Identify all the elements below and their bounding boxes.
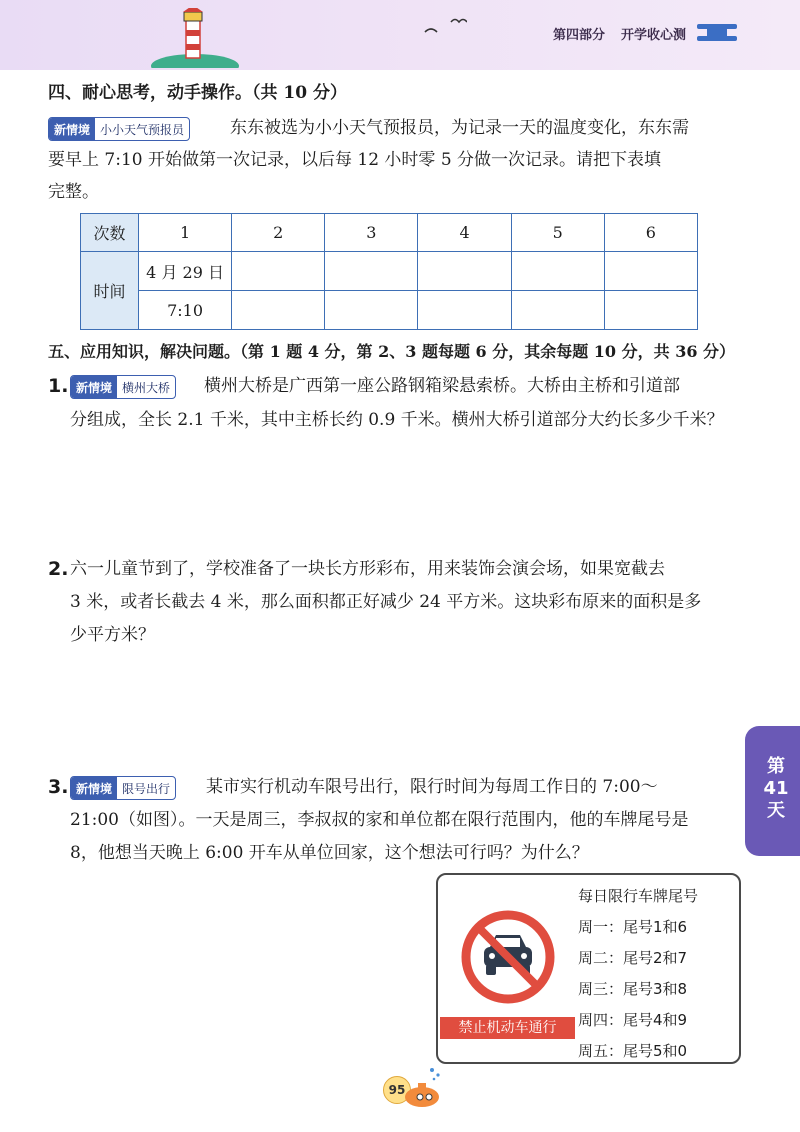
restriction-row: 周二：尾号2和7 xyxy=(578,949,688,967)
q1-line1: 横州大桥是广西第一座公路钢箱梁悬索桥。大桥由主桥和引道部 xyxy=(204,376,680,396)
record-table xyxy=(80,213,698,330)
date-cell[interactable] xyxy=(325,252,418,291)
q2-line1: 六一儿童节到了，学校准备了一块长方形彩布，用来装饰会演会场，如果宽截去 xyxy=(70,559,665,579)
sign-label: 禁止机动车通行 xyxy=(440,1017,575,1039)
tag-sub: 横州大桥 xyxy=(122,380,171,395)
page-header xyxy=(0,0,800,70)
restriction-row: 周四：尾号4和9 xyxy=(578,1011,688,1029)
header-section: 第四部分 xyxy=(553,28,606,43)
part4-heading: 四、耐心思考，动手操作。（共 10 分） xyxy=(48,83,347,103)
restriction-row: 周三：尾号3和8 xyxy=(578,980,688,998)
date-cell[interactable] xyxy=(232,252,325,291)
count-5: 5 xyxy=(511,214,604,252)
q2-line3: 少平方米？ xyxy=(70,625,155,645)
count-6: 6 xyxy=(604,214,697,252)
time-cell[interactable] xyxy=(418,291,511,330)
header-title: 开学收心测 xyxy=(621,28,687,43)
count-3: 3 xyxy=(325,214,418,252)
table-header-time: 时间 xyxy=(81,252,139,330)
traffic-sign-figure xyxy=(436,873,741,1064)
time-cell[interactable] xyxy=(604,291,697,330)
table-header-count: 次数 xyxy=(81,214,139,252)
q2-line2: 3 米，或者长截去 4 米，那么面积都正好减少 24 平方米。这块彩布原来的面积是多 xyxy=(70,592,702,612)
day-tab-prefix: 第 xyxy=(767,756,785,777)
part5-heading: 五、应用知识，解决问题。（第 1 题 4 分，第 2、3 题每题 6 分，其余每题 10 分，共 36 分） xyxy=(48,342,736,361)
seagull-icon xyxy=(423,14,467,36)
count-2: 2 xyxy=(232,214,325,252)
no-vehicle-sign-icon xyxy=(460,909,556,1005)
part4-line3: 完整。 xyxy=(48,182,99,202)
q3-line3: 8，他想当天晚上 6:00 开车从单位回家，这个想法可行吗？为什么？ xyxy=(70,843,589,863)
q1-context-tag xyxy=(70,375,176,399)
first-date-cell: 4 月 29 日 xyxy=(139,252,232,291)
submarine-icon xyxy=(400,1066,446,1110)
restriction-title: 每日限行车牌尾号 xyxy=(578,887,699,905)
time-cell[interactable] xyxy=(511,291,604,330)
tag-lead: 新情境 xyxy=(49,118,95,140)
tag-sub: 限号出行 xyxy=(122,781,171,796)
pencil-decoration-icon xyxy=(695,20,743,46)
date-cell[interactable] xyxy=(604,252,697,291)
count-1: 1 xyxy=(139,214,232,252)
time-cell[interactable] xyxy=(325,291,418,330)
q3-number: 3. xyxy=(48,776,69,798)
date-cell[interactable] xyxy=(418,252,511,291)
time-cell[interactable] xyxy=(232,291,325,330)
part4-line2: 要早上 7:10 开始做第一次记录，以后每 12 小时零 5 分做一次记录。请把下表填 xyxy=(48,150,662,170)
q1-number: 1. xyxy=(48,375,69,397)
tag-lead: 新情境 xyxy=(71,376,117,398)
restriction-list xyxy=(578,881,698,1067)
restriction-row: 周一：尾号1和6 xyxy=(578,918,688,936)
part4-line1: 东东被选为小小天气预报员，为记录一天的温度变化，东东需 xyxy=(230,118,689,138)
day-tab xyxy=(745,726,800,856)
day-tab-suffix: 天 xyxy=(767,800,785,821)
restriction-row: 周五：尾号5和0 xyxy=(578,1042,688,1060)
q3-context-tag xyxy=(70,776,176,800)
first-time-cell: 7:10 xyxy=(139,291,232,330)
tag-sub: 小小天气预报员 xyxy=(100,122,185,137)
count-4: 4 xyxy=(418,214,511,252)
day-tab-number: 41 xyxy=(763,778,789,799)
q1-line2: 分组成，全长 2.1 千米，其中主桥长约 0.9 千米。横州大桥引道部分大约长多少千米？ xyxy=(70,410,724,430)
q3-line2: 21:00（如图）。一天是周三，李叔叔的家和单位都在限行范围内，他的车牌尾号是 xyxy=(70,810,689,830)
q3-line1: 某市实行机动车限号出行，限行时间为每周工作日的 7:00～ xyxy=(206,777,658,797)
q2-number: 2. xyxy=(48,558,69,580)
date-cell[interactable] xyxy=(511,252,604,291)
part4-context-tag xyxy=(48,117,190,141)
page-number: 95 xyxy=(383,1076,411,1104)
lighthouse-icon xyxy=(150,8,240,68)
tag-lead: 新情境 xyxy=(71,777,117,799)
